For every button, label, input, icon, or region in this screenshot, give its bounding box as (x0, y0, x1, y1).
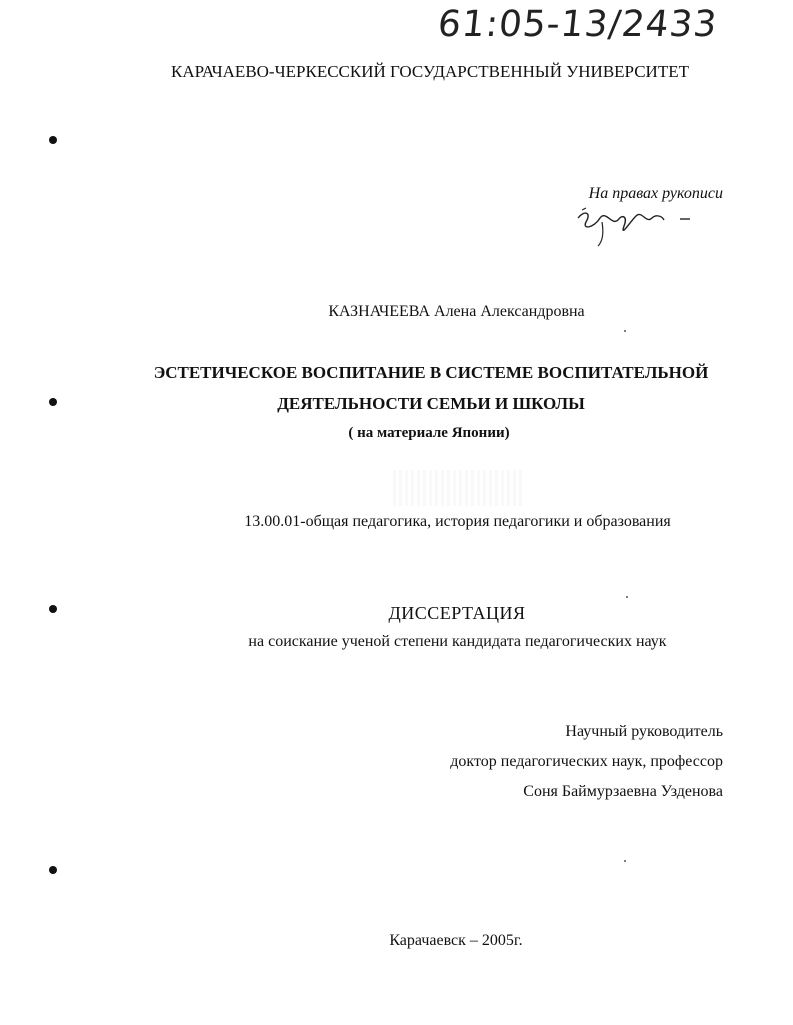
place-and-year: Карачаевск – 2005г. (389, 932, 523, 949)
faint-stamp-mark (393, 470, 523, 506)
scan-speck (626, 596, 628, 598)
dissertation-subtitle: ( на материале Японии) (348, 425, 510, 441)
degree-line: на соискание ученой степени кандидата педагогических наук (248, 633, 667, 650)
supervisor-name: Соня Баймурзаевна Узденова (523, 783, 723, 800)
specialty-code: 13.00.01-общая педагогика, история педагогики и образования (244, 513, 671, 530)
punch-hole-mark (49, 605, 57, 613)
supervisor-rank: доктор педагогических наук, профессор (450, 753, 723, 770)
author-signature (572, 200, 702, 255)
author-name: КАЗНАЧЕЕВА Алена Александровна (328, 303, 585, 320)
university-name: КАРАЧАЕВО-ЧЕРКЕССКИЙ ГОСУДАРСТВЕННЫЙ УНИВЕРСИТЕТ (171, 62, 689, 81)
rights-note: На правах рукописи (588, 185, 723, 202)
dissertation-title-line-1: ЭСТЕТИЧЕСКОЕ ВОСПИТАНИЕ В СИСТЕМЕ ВОСПИТАТЕЛЬНОЙ (153, 363, 709, 382)
punch-hole-mark (49, 398, 57, 406)
scan-speck (624, 330, 626, 332)
punch-hole-mark (49, 136, 57, 144)
dissertation-title-line-2: ДЕЯТЕЛЬНОСТИ СЕМЬИ И ШКОЛЫ (277, 394, 585, 413)
document-type: ДИССЕРТАЦИЯ (388, 603, 526, 623)
scan-speck (624, 860, 626, 862)
punch-hole-mark (49, 866, 57, 874)
supervisor-role: Научный руководитель (565, 723, 723, 740)
catalog-number: 61:05-13/2433 (435, 4, 720, 45)
